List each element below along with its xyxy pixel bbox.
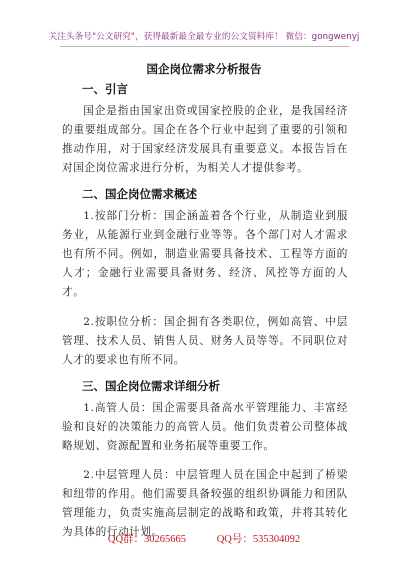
- section-heading-detail: 三、国企岗位需求详细分析: [82, 378, 220, 393]
- section-heading-overview: 二、国企岗位需求概述: [82, 187, 197, 201]
- paragraph: 国企是指由国家出资或国家控股的企业，是我国经济的重要组成部分。国企在各个行业中起到了重要的引领和推动作用，对于国家经济发展具有重要意义。本报告旨在对国企岗位需求进行分析，为相关人才提供参考。: [62, 105, 348, 174]
- paragraph: 1.高管人员：国企需要具备高水平管理能力、丰富经验和良好的决策能力的高管人员。他们负责着公司整体战略规划、资源配置和业务拓展等重要工作。: [62, 401, 348, 452]
- header-notice: 关注头条号"公文研究"，获得最新最全最专业的公文资料库！ 微信：gongwenyj: [48, 32, 360, 42]
- document-title: 国企岗位需求分析报告: [146, 62, 262, 76]
- paragraph: 1.按部门分析：国企涵盖着各个行业，从制造业到服务业，从能源行业到金融行业等等。各个部门对人才需求也有所不同。例如，制造业需要具备技术、工程等方面的人才；金融行业需要具备财务、经济、风控等方面的人才。: [62, 210, 348, 298]
- header-divider: [60, 46, 350, 47]
- document-body: [62, 78, 348, 547]
- paragraph: 2.按职位分析：国企拥有各类职位，例如高管、中层管理、技术人员、销售人员、财务人员等等。不同职位对人才的要求也有所不同。: [62, 315, 348, 366]
- footer-qq-group: QQ群：30265665: [107, 534, 187, 545]
- paragraph: 2.中层管理人员：中层管理人员在国企中起到了桥梁和纽带的作用。他们需要具备较强的组织协调能力和团队管理能力，负责实施高层制定的战略和政策，并将其转化为具体的行动计划。: [62, 469, 348, 539]
- section-heading-intro: 一、引言: [82, 82, 128, 96]
- footer-contact: [0, 531, 408, 546]
- footer-qq: QQ号：535304092: [216, 534, 301, 545]
